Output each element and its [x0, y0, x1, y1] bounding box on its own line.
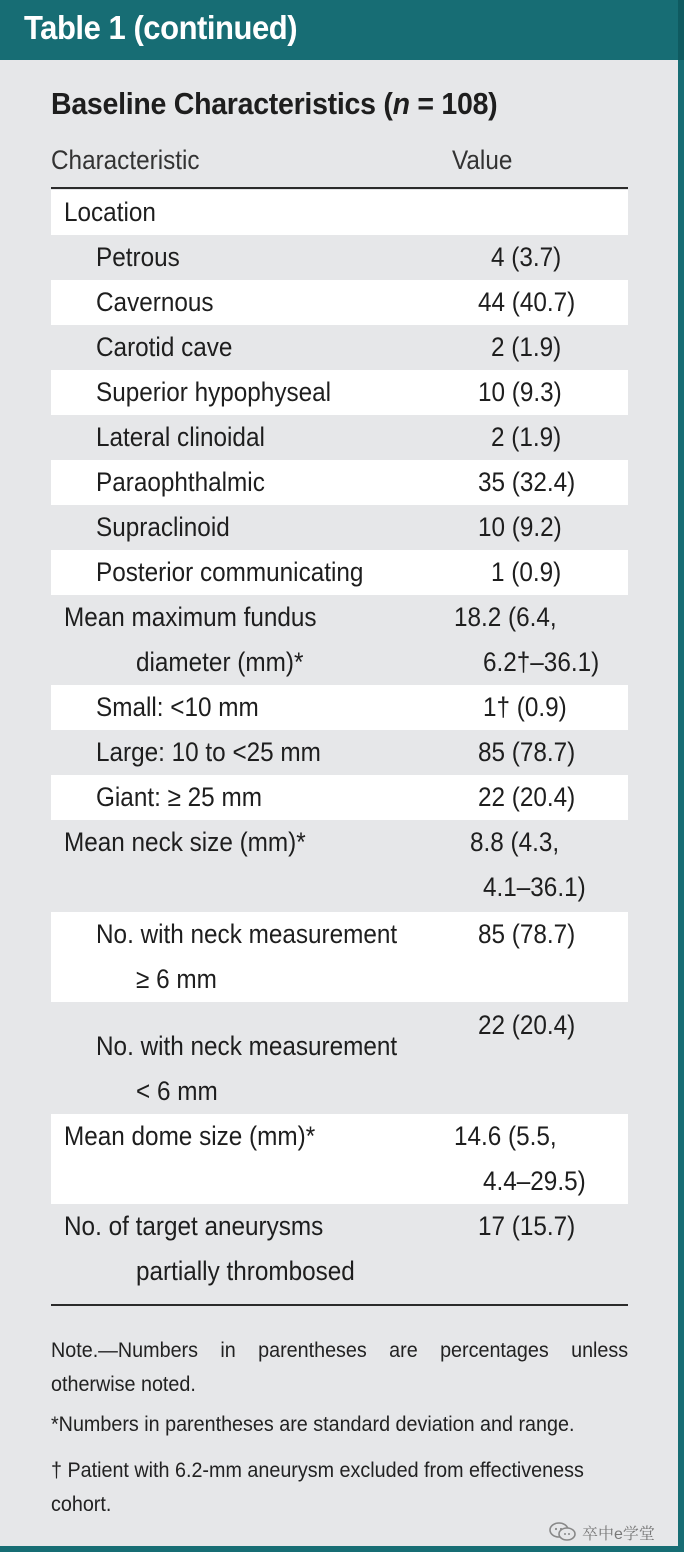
bottom-border: [0, 1546, 684, 1552]
row-label-continued: < 6 mm: [136, 1076, 218, 1106]
row-label-continued: ≥ 6 mm: [136, 964, 217, 994]
row-label: Cavernous: [96, 287, 214, 317]
table-row: [51, 325, 628, 370]
row-label: Lateral clinoidal: [96, 422, 265, 452]
table-row: [51, 595, 628, 685]
table-row: [51, 1002, 628, 1114]
row-label: Posterior communicating: [96, 557, 364, 587]
row-label: Superior hypophyseal: [96, 377, 332, 407]
row-value: 17 (15.7): [478, 1211, 576, 1241]
row-value-continued: 4.4–29.5): [483, 1166, 586, 1196]
table-row: [51, 235, 628, 280]
row-label: Petrous: [96, 242, 180, 272]
row-value: 44 (40.7): [478, 287, 576, 317]
row-value: 22 (20.4): [478, 782, 576, 812]
table-footnote-asterisk: *Numbers in parentheses are standard deviation and range.: [51, 1413, 575, 1436]
row-label: No. of target aneurysms: [64, 1211, 324, 1241]
table-row-location: [51, 190, 628, 235]
row-label: Mean neck size (mm)*: [64, 827, 306, 857]
table-row: [51, 460, 628, 505]
row-label: No. with neck measurement: [96, 919, 398, 949]
table-row: [51, 370, 628, 415]
row-value: 18.2 (6.4,: [454, 602, 557, 632]
row-value: 8.8 (4.3,: [470, 827, 560, 857]
table-note: Note.—Numbers in parentheses are percentages unless otherwise noted.: [51, 1339, 629, 1396]
row-value: 35 (32.4): [478, 467, 576, 497]
table-title-suffix: = 108): [409, 86, 498, 121]
watermark: [548, 1520, 655, 1544]
table-row: [51, 912, 628, 1002]
table-bottom-rule: [51, 1304, 628, 1306]
wechat-icon: [548, 1521, 578, 1543]
table-title-prefix: Baseline Characteristics (: [51, 86, 393, 121]
row-label: Giant: ≥ 25 mm: [96, 782, 262, 812]
table-row: [51, 505, 628, 550]
row-label-continued: diameter (mm)*: [136, 647, 304, 677]
row-value: 85 (78.7): [478, 919, 576, 949]
table-row: [51, 280, 628, 325]
row-value: 10 (9.2): [478, 512, 562, 542]
table-row: [51, 730, 628, 775]
table-row: [51, 1114, 628, 1204]
row-label-continued: partially thrombosed: [136, 1256, 355, 1286]
row-label: Supraclinoid: [96, 512, 230, 542]
row-value: 10 (9.3): [478, 377, 562, 407]
row-value: 2 (1.9): [491, 332, 562, 362]
row-label: Location: [64, 197, 156, 227]
column-header-value: Value: [452, 145, 513, 175]
row-value: 14.6 (5.5,: [454, 1121, 557, 1151]
row-label: Small: <10 mm: [96, 692, 259, 722]
table-row: [51, 415, 628, 460]
table-header-bar: [0, 0, 684, 60]
table-row: [51, 775, 628, 820]
row-label: No. with neck measurement: [96, 1031, 398, 1061]
row-label: Paraophthalmic: [96, 467, 265, 497]
column-header-characteristic: Characteristic: [51, 145, 200, 175]
row-value: 85 (78.7): [478, 737, 576, 767]
row-value-continued: 4.1–36.1): [483, 872, 586, 902]
table-row: [51, 820, 628, 910]
watermark-text: 卒中e学堂: [582, 1525, 655, 1543]
table-row: [51, 550, 628, 595]
table-title: [51, 86, 497, 122]
row-label: Mean dome size (mm)*: [64, 1121, 316, 1151]
right-border: [678, 60, 684, 1552]
row-label: Mean maximum fundus: [64, 602, 317, 632]
table-row: [51, 685, 628, 730]
table-header-title: Table 1 (continued): [24, 9, 298, 46]
row-label: Carotid cave: [96, 332, 233, 362]
row-value: 4 (3.7): [491, 242, 562, 272]
row-value: 1 (0.9): [491, 557, 562, 587]
table-row: [51, 1204, 628, 1294]
row-label: Large: 10 to <25 mm: [96, 737, 321, 767]
row-value: 1† (0.9): [483, 692, 567, 722]
row-value: 22 (20.4): [478, 1010, 576, 1040]
row-value: 2 (1.9): [491, 422, 562, 452]
table-title-n: n: [392, 86, 410, 121]
table-footnote-dagger: † Patient with 6.2-mm aneurysm excluded from effectiveness cohort.: [51, 1459, 584, 1516]
table-top-rule: [51, 187, 628, 189]
row-value-continued: 6.2†–36.1): [483, 647, 600, 677]
